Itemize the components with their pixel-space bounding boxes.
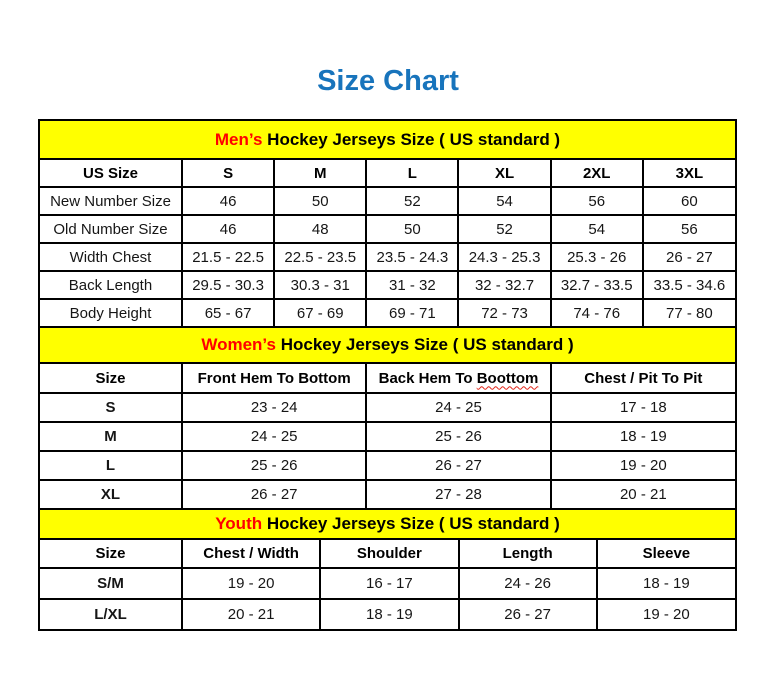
table-row [40, 393, 735, 422]
youth-section-title-rest: Hockey Jerseys Size ( US standard ) [262, 514, 560, 533]
column-header-text: Back Hem To [378, 369, 477, 387]
table-row [40, 243, 735, 271]
row-label: S [40, 393, 182, 422]
column-header: Length [459, 540, 597, 568]
mens-header-row [40, 160, 735, 187]
size-cell: 52 [458, 215, 550, 243]
column-header: M [274, 160, 366, 187]
row-label: New Number Size [40, 187, 182, 215]
size-cell: 54 [551, 215, 643, 243]
table-row [40, 215, 735, 243]
size-cell: 33.5 - 34.6 [643, 271, 735, 299]
size-cell: 29.5 - 30.3 [182, 271, 274, 299]
size-cell: 77 - 80 [643, 299, 735, 326]
mens-size-table [40, 160, 735, 326]
table-row [40, 568, 735, 599]
size-cell: 69 - 71 [366, 299, 458, 326]
column-header: 2XL [551, 160, 643, 187]
column-header: XL [458, 160, 550, 187]
womens-size-table [40, 364, 735, 508]
row-label: Body Height [40, 299, 182, 326]
size-cell: 19 - 20 [182, 568, 320, 599]
table-row [40, 422, 735, 451]
size-cell: 26 - 27 [459, 599, 597, 629]
size-cell: 50 [366, 215, 458, 243]
column-header: Shoulder [320, 540, 458, 568]
size-cell: 48 [274, 215, 366, 243]
size-cell: 20 - 21 [182, 599, 320, 629]
size-cell: 25 - 26 [182, 451, 366, 480]
size-cell: 60 [643, 187, 735, 215]
size-cell: 18 - 19 [320, 599, 458, 629]
size-cell: 26 - 27 [182, 480, 366, 508]
youth-section-header [40, 508, 735, 540]
size-cell: 26 - 27 [643, 243, 735, 271]
womens-section-highlight: Women’s [201, 335, 276, 354]
column-header: 3XL [643, 160, 735, 187]
table-row [40, 480, 735, 508]
womens-section-title-rest: Hockey Jerseys Size ( US standard ) [275, 335, 574, 354]
column-header: Sleeve [597, 540, 735, 568]
size-cell: 31 - 32 [366, 271, 458, 299]
size-cell: 20 - 21 [551, 480, 735, 508]
youth-section-highlight: Youth [215, 514, 263, 533]
size-cell: 18 - 19 [597, 568, 735, 599]
row-label: L/XL [40, 599, 182, 629]
row-label: M [40, 422, 182, 451]
mens-section-highlight: Men’s [214, 129, 263, 149]
column-header: Size [40, 364, 182, 393]
size-cell: 46 [182, 187, 274, 215]
row-label: XL [40, 480, 182, 508]
size-cell: 74 - 76 [551, 299, 643, 326]
size-cell: 23 - 24 [182, 393, 366, 422]
row-label: Old Number Size [40, 215, 182, 243]
size-cell: 32 - 32.7 [458, 271, 550, 299]
womens-header-row [40, 364, 735, 393]
row-label: L [40, 451, 182, 480]
youth-size-table [40, 540, 735, 629]
table-row [40, 599, 735, 629]
column-header: Chest / Pit To Pit [551, 364, 735, 393]
spellcheck-underlined-word: Boottom [476, 369, 539, 387]
size-cell: 50 [274, 187, 366, 215]
size-cell: 16 - 17 [320, 568, 458, 599]
size-cell: 18 - 19 [551, 422, 735, 451]
row-label: S/M [40, 568, 182, 599]
row-label: Back Length [40, 271, 182, 299]
mens-section-title-rest: Hockey Jerseys Size ( US standard ) [262, 129, 561, 149]
column-header: Front Hem To Bottom [182, 364, 366, 393]
youth-header-row [40, 540, 735, 568]
table-row [40, 451, 735, 480]
size-cell: 19 - 20 [551, 451, 735, 480]
size-cell: 65 - 67 [182, 299, 274, 326]
size-cell: 27 - 28 [366, 480, 550, 508]
page-title: Size Chart [317, 65, 459, 97]
column-header: Chest / Width [182, 540, 320, 568]
size-cell: 24 - 25 [182, 422, 366, 451]
size-chart-tables [38, 119, 737, 631]
size-cell: 32.7 - 33.5 [551, 271, 643, 299]
column-header: US Size [40, 160, 182, 187]
size-cell: 19 - 20 [597, 599, 735, 629]
size-cell: 26 - 27 [366, 451, 550, 480]
size-cell: 72 - 73 [458, 299, 550, 326]
size-cell: 17 - 18 [551, 393, 735, 422]
table-row [40, 187, 735, 215]
size-cell: 24 - 26 [459, 568, 597, 599]
size-cell: 24.3 - 25.3 [458, 243, 550, 271]
size-cell: 56 [551, 187, 643, 215]
size-cell: 23.5 - 24.3 [366, 243, 458, 271]
size-cell: 56 [643, 215, 735, 243]
size-cell: 25.3 - 26 [551, 243, 643, 271]
size-cell: 30.3 - 31 [274, 271, 366, 299]
size-cell: 25 - 26 [366, 422, 550, 451]
size-cell: 52 [366, 187, 458, 215]
row-label: Width Chest [40, 243, 182, 271]
table-row [40, 271, 735, 299]
column-header-misspelled [366, 364, 550, 393]
mens-section-header [40, 121, 735, 160]
size-cell: 67 - 69 [274, 299, 366, 326]
column-header: Size [40, 540, 182, 568]
column-header: L [366, 160, 458, 187]
size-cell: 46 [182, 215, 274, 243]
size-cell: 54 [458, 187, 550, 215]
column-header: S [182, 160, 274, 187]
table-row [40, 299, 735, 326]
size-cell: 22.5 - 23.5 [274, 243, 366, 271]
size-cell: 24 - 25 [366, 393, 550, 422]
womens-section-header [40, 326, 735, 364]
size-cell: 21.5 - 22.5 [182, 243, 274, 271]
